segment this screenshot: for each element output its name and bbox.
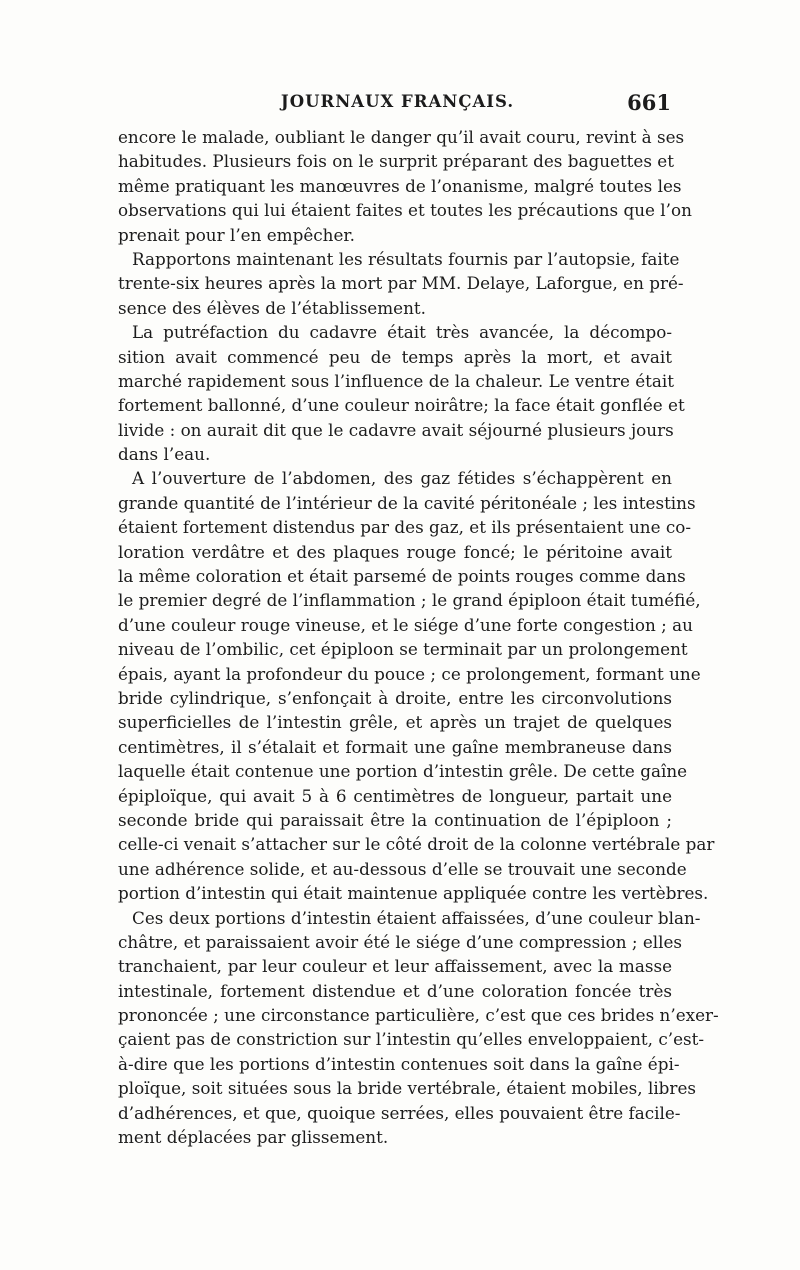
text-line: prononcée ; une circonstance particulière, c’est que ces brides n’exer- — [118, 1005, 719, 1026]
text-line: à-dire que les portions d’intestin contenues soit dans la gaîne épi- — [118, 1053, 680, 1074]
text-line: livide : on aurait dit que le cadavre avait séjourné plusieurs jours — [118, 419, 674, 440]
text-line: châtre, et paraissaient avoir été le siége d’une compression ; elles — [118, 931, 683, 952]
text-line: sence des élèves de l’établissement. — [118, 297, 426, 318]
text-line: seconde bride qui paraissait être la continuation de l’épiploon ; — [118, 809, 672, 830]
paragraph — [118, 125, 692, 247]
text-line: le premier degré de l’inflammation ; le grand épiploon était tuméfié, — [118, 590, 701, 611]
text-line: marché rapidement sous l’influence de la chaleur. Le ventre était — [118, 370, 675, 391]
text-line: fortement ballonné, d’une couleur noirâtre; la face était gonflée et — [118, 395, 685, 416]
text-line: superficielles de l’intestin grêle, et après un trajet de quelques — [118, 712, 672, 733]
text-line: prenait pour l’en empêcher. — [118, 224, 355, 245]
text-line: une adhérence solide, et au-dessous d’elle se trouvait une seconde — [118, 858, 687, 879]
text-line: La putréfaction du cadavre était très avancée, la décompo- — [132, 322, 672, 343]
text-line: portion d’intestin qui était maintenue appliquée contre les vertèbres. — [118, 883, 709, 904]
text-line: intestinale, fortement distendue et d’une coloration foncée très — [118, 980, 672, 1001]
text-line: Ces deux portions d’intestin étaient affaissées, d’une couleur blan- — [132, 907, 701, 928]
text-line: habitudes. Plusieurs fois on le surprit préparant des baguettes et — [118, 151, 674, 172]
text-line: bride cylindrique, s’enfonçait à droite, entre les circonvolutions — [118, 687, 672, 708]
text-line: tranchaient, par leur couleur et leur affaissement, avec la masse — [118, 956, 672, 977]
paragraph — [118, 247, 684, 320]
text-line: épiploïque, qui avait 5 à 6 centimètres de longueur, partait une — [118, 785, 672, 806]
text-line: trente-six heures après la mort par MM. Delaye, Laforgue, en pré- — [118, 273, 684, 294]
text-line: observations qui lui étaient faites et toutes les précautions que l’on — [118, 200, 692, 221]
text-line: loration verdâtre et des plaques rouge foncé; le péritoine avait — [118, 541, 672, 562]
text-line: dans l’eau. — [118, 444, 211, 465]
text-line: grande quantité de l’intérieur de la cavité péritonéale ; les intestins — [118, 492, 696, 513]
text-line: épais, ayant la profondeur du pouce ; ce prolongement, formant une — [118, 663, 701, 684]
text-line: la même coloration et était parsemé de points rouges comme dans — [118, 566, 686, 587]
text-line: sition avait commencé peu de temps après la mort, et avait — [118, 346, 672, 367]
body-text — [118, 125, 719, 1149]
paragraph — [118, 320, 685, 466]
text-line: niveau de l’ombilic, cet épiploon se terminait par un prolongement — [118, 639, 688, 660]
paragraph — [118, 906, 719, 1150]
text-line: d’adhérences, et que, quoique serrées, elles pouvaient être facile- — [118, 1102, 681, 1123]
text-line: A l’ouverture de l’abdomen, des gaz fétides s’échappèrent en — [132, 468, 672, 489]
running-head — [120, 92, 675, 118]
text-line: centimètres, il s’étalait et formait une gaîne membraneuse dans — [118, 736, 672, 757]
text-line: ment déplacées par glissement. — [118, 1127, 389, 1148]
running-title: JOURNAUX FRANÇAIS. — [280, 92, 515, 111]
text-line: d’une couleur rouge vineuse, et le siége d’une forte congestion ; au — [118, 614, 693, 635]
text-line: celle-ci venait s’attacher sur le côté droit de la colonne vertébrale par — [118, 834, 715, 855]
text-line: Rapportons maintenant les résultats fournis par l’autopsie, faite — [132, 248, 680, 269]
paragraph — [118, 466, 715, 905]
page-number: 661 — [627, 90, 671, 115]
text-line: ploïque, soit situées sous la bride vertébrale, étaient mobiles, libres — [118, 1078, 696, 1099]
text-line: étaient fortement distendus par des gaz, et ils présentaient une co- — [118, 517, 692, 538]
text-line: encore le malade, oubliant le danger qu’il avait couru, revint à ses — [118, 127, 685, 147]
text-line: même pratiquant les manœuvres de l’onanisme, malgré toutes les — [118, 175, 682, 196]
text-line: laquelle était contenue une portion d’intestin grêle. De cette gaîne — [118, 761, 688, 782]
text-line: çaient pas de constriction sur l’intestin qu’elles enveloppaient, c’est- — [118, 1029, 705, 1050]
